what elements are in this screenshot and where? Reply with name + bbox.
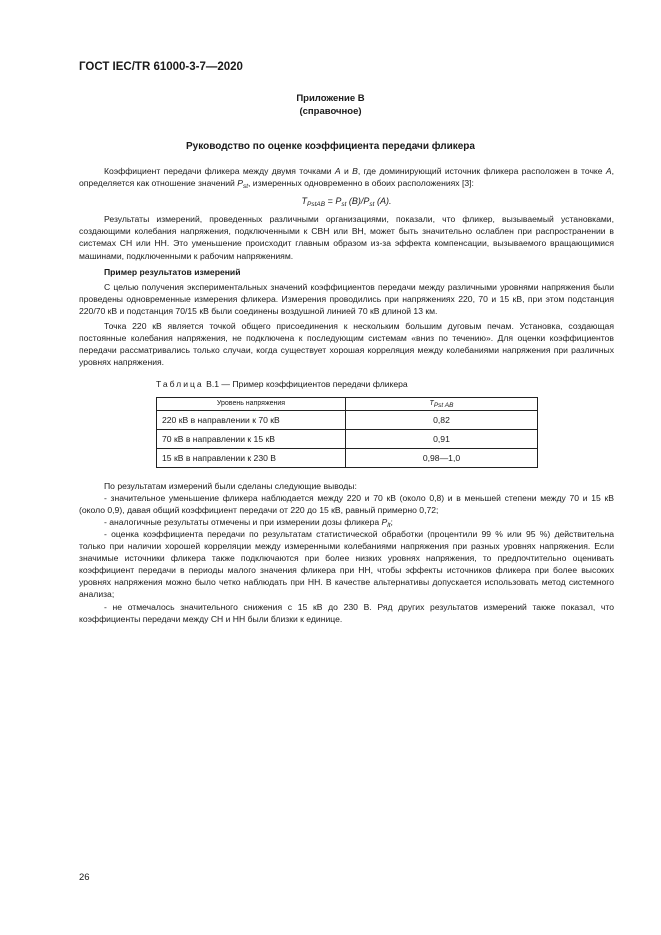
table-cell-value: 0,98—1,0 [346,448,538,467]
measurement-paragraph: С целью получения экспериментальных значений коэффициентов передачи между различными уровнями напряжения были проведены одновременные измерения фликера. Измерения проводились при напряжениях 220, 70 и 15 кВ, при этом подстанция 220/70 кВ и подстанция 70/15 кВ были соединены воздушной линией 70 кВ длиной 13 км. [79,281,614,316]
text-run: PstAB [307,201,326,209]
page-number: 26 [79,872,90,883]
table-cell-value: 0,82 [346,410,538,429]
pcc-paragraph: Точка 220 кВ является точкой общего присоединения к нескольким большим дуговым печам. Установка, создающая постоянные колебания напряжения, не подключена к последующим системам «вниз по течению». Для оценки коэффициентов передачи рассматривались только случаи, когда существует хорошая корреляция между колебаниями напряжения при различных уровнях напряжения. [79,321,614,368]
text-run: B [352,166,358,176]
text-run: , определяется как отношение значений [79,166,614,189]
table-header-row [157,397,538,410]
text-run: A [605,166,612,176]
text-run: st [369,201,375,209]
text-run: - аналогичные результаты отмечены и при измерении дозы фликера [104,516,382,527]
transfer-coefficient-table [156,397,538,468]
text-run: ; [390,516,393,527]
text-run: , измеренных одновременно в обоих расположениях [3]: [248,178,474,189]
conclusion-item: - оценка коэффициента передачи по результатам статистической обработки (процентили 99 % или 95 %) действительна только при наличии хорошей корреляции между измеренными колебаниями напряжения при разных уровнях напряжения. Если значимые источники фликера также подключаются при более низких уровнях напряжения, то предпочтительно оценивать коэффициент передачи в периоды малого значения фликера при НН, чтобы эффекты источников фликера при более высоких уровнях напряжения можно было четко наблюдать при НН. В качестве альтернативы допускается использовать метод системного анализа; [79,528,614,600]
caption-text: B.1 — Пример коэффициентов передачи фликера [203,379,408,390]
subheading: Пример результатов измерений [104,266,241,277]
text-run: = [325,196,336,207]
table-cell-level: 70 кВ в направлении к 15 кВ [157,429,346,448]
table-caption [156,378,614,390]
text-run: A [334,166,341,176]
document-body [79,165,614,625]
text-run: P [381,516,388,527]
table-row [157,429,538,448]
text-run: P [237,178,243,189]
text-run: и [340,166,353,176]
conclusions-intro: По результатам измерений были сделаны следующие выводы: [104,480,357,491]
appendix-title: Приложение B [296,93,365,104]
text-run: st [341,201,347,209]
text-run: st [242,183,249,191]
column-header-coefficient [346,397,538,410]
text-run: P [363,196,370,207]
text-run: Коэффициент передачи фликера между двумя точками [104,166,335,176]
text-run: (A). [374,196,392,207]
text-run: , где доминирующий источник фликера расположен в точке [357,166,606,176]
table-row [157,410,538,429]
appendix-subtitle: (справочное) [299,106,362,117]
document-header: ГОСТ IEC/TR 61000-3-7—2020 [79,61,243,73]
section-title: Руководство по оценке коэффициента передачи фликера [186,141,475,152]
text-run: T [301,196,307,207]
formula [79,195,614,207]
appendix-heading [0,92,661,118]
table-row [157,448,538,467]
text-run: P [335,196,342,207]
table-cell-value: 0,91 [346,429,538,448]
text-run: Pst AB [433,401,454,409]
text-run: T [429,399,434,407]
table-cell-level: 15 кВ в направлении к 230 В [157,448,346,467]
text-run: (B)/ [346,196,364,207]
results-paragraph: Результаты измерений, проведенных различными организациями, показали, что фликер, вызываемый установками, создающими колебания напряжения, подключенными к СВН или ВН, может быть значительно ослаблен при распространении в системах СН или НН. Это уменьшение происходит главным образом из-за эффекта компенсации, вызываемого вращающимися машинами, подключенными к рабочим напряжениям. [79,214,614,261]
table-cell-level: 220 кВ в направлении к 70 кВ [157,410,346,429]
conclusion-item: - значительное уменьшение фликера наблюдается между 220 и 70 кВ (около 0,8) и в меньшей степени между 70 и 15 кВ (около 0,9), давая общий коэффициент передачи от 220 до 15 кВ, равный примерно 0,72; [79,492,614,515]
conclusion-item [79,516,614,528]
intro-paragraph [79,165,614,189]
conclusion-item: - не отмечалось значительного снижения с 15 кВ до 230 В. Ряд других результатов измерений также показал, что коэффициенты передачи между СН и НН были близки к единице. [79,601,614,624]
caption-label: Таблица [156,379,204,390]
text-run: lt [387,521,391,529]
column-header-level: Уровень напряжения [157,397,346,410]
